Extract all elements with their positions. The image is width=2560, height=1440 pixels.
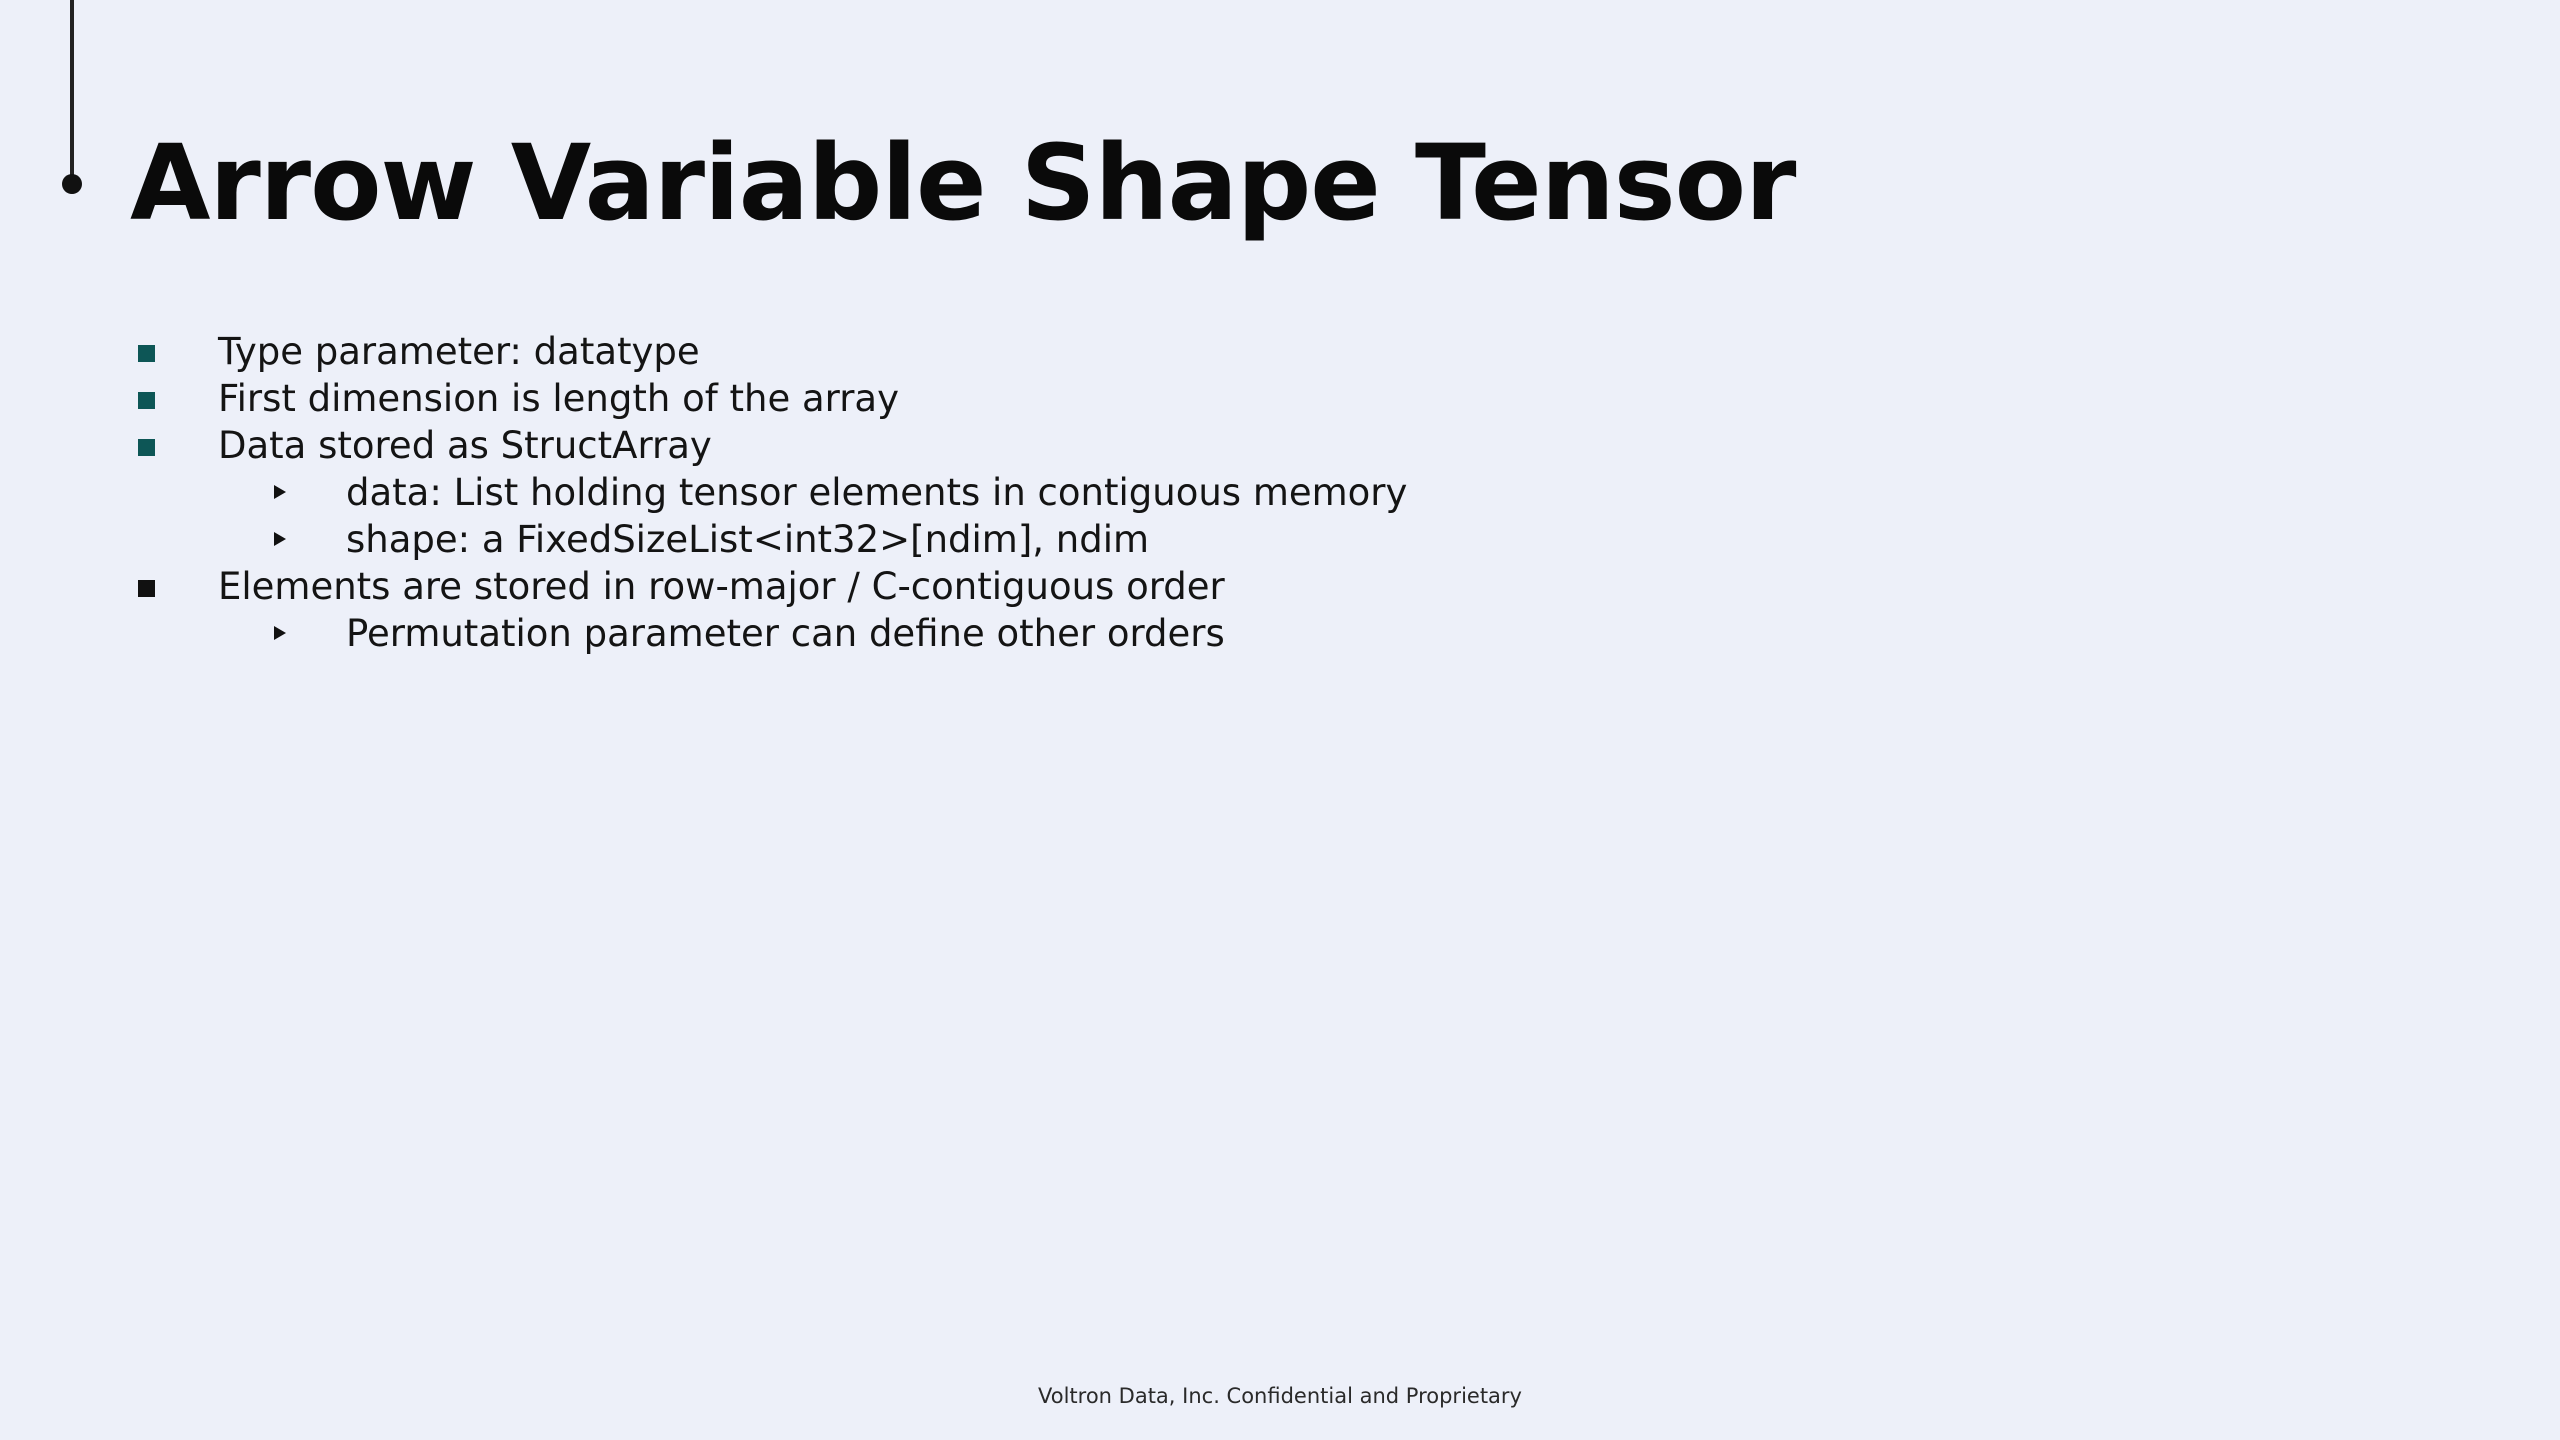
accent-dot — [62, 174, 82, 194]
bullet-list — [0, 328, 2560, 657]
square-bullet-icon — [138, 439, 155, 456]
footer-confidential: Voltron Data, Inc. Confidential and Proprietary — [1038, 1384, 1522, 1408]
sub-bullet-text: data: List holding tensor elements in contiguous memory — [346, 471, 1408, 514]
square-bullet-icon — [138, 580, 155, 597]
square-bullet-icon — [138, 392, 155, 409]
bullet-item — [0, 375, 2560, 422]
triangle-bullet-icon — [274, 626, 286, 640]
triangle-bullet-icon — [274, 532, 286, 546]
sub-bullet-text: Permutation parameter can define other orders — [346, 612, 1225, 655]
triangle-bullet-icon — [274, 485, 286, 499]
bullet-text: Elements are stored in row-major / C-contiguous order — [218, 565, 1225, 608]
sub-bullet-item — [0, 469, 2560, 516]
square-bullet-icon — [138, 345, 155, 362]
bullet-item — [0, 422, 2560, 469]
bullet-item — [0, 328, 2560, 375]
sub-bullet-text: shape: a FixedSizeList<int32>[ndim], ndim — [346, 518, 1150, 561]
bullet-text: First dimension is length of the array — [218, 377, 899, 420]
sub-bullet-item — [0, 516, 2560, 563]
slide-title: Arrow Variable Shape Tensor — [130, 122, 1796, 244]
bullet-text: Type parameter: datatype — [218, 330, 700, 373]
bullet-text: Data stored as StructArray — [218, 424, 712, 467]
accent-line — [70, 0, 74, 176]
bullet-item — [0, 563, 2560, 610]
sub-bullet-item — [0, 610, 2560, 657]
